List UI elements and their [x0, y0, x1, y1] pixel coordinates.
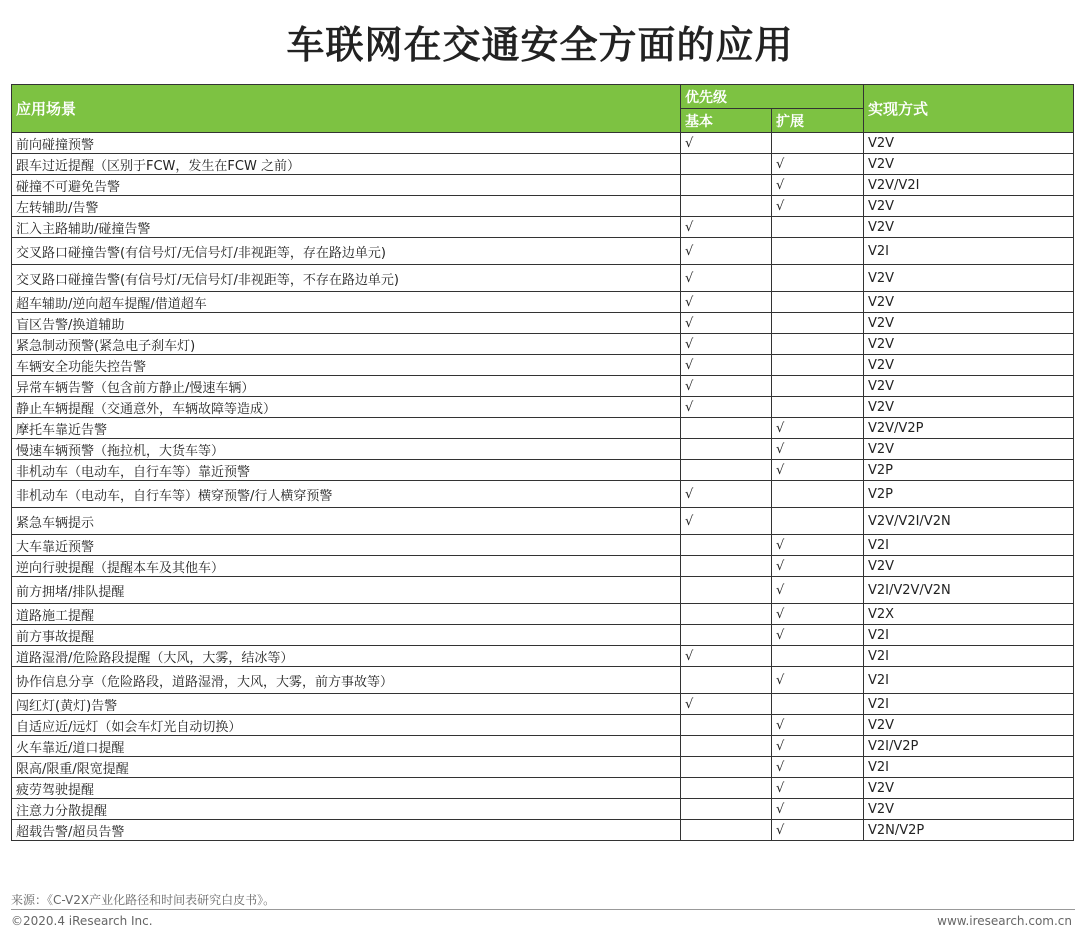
basic-cell [681, 667, 772, 694]
scenario-cell: 疲劳驾驶提醒 [12, 778, 681, 799]
scenario-cell: 非机动车（电动车，自行车等）靠近预警 [12, 460, 681, 481]
extended-cell [772, 694, 864, 715]
basic-cell [681, 535, 772, 556]
method-cell: V2I/V2V/V2N [864, 577, 1074, 604]
extended-cell: √ [772, 556, 864, 577]
method-cell: V2V [864, 799, 1074, 820]
extended-cell: √ [772, 154, 864, 175]
scenario-cell: 逆向行驶提醒（提醒本车及其他车） [12, 556, 681, 577]
extended-cell: √ [772, 604, 864, 625]
basic-cell [681, 820, 772, 841]
extended-cell: √ [772, 439, 864, 460]
basic-cell: √ [681, 355, 772, 376]
basic-cell [681, 556, 772, 577]
basic-cell [681, 418, 772, 439]
scenario-cell: 注意力分散提醒 [12, 799, 681, 820]
scenario-cell: 交叉路口碰撞告警(有信号灯/无信号灯/非视距等，存在路边单元) [12, 238, 681, 265]
method-cell: V2I [864, 646, 1074, 667]
table-row [12, 646, 1074, 667]
header-priority: 优先级 [681, 85, 864, 109]
scenario-cell: 汇入主路辅助/碰撞告警 [12, 217, 681, 238]
method-cell: V2V [864, 133, 1074, 154]
method-cell: V2V [864, 313, 1074, 334]
extended-cell: √ [772, 667, 864, 694]
table-row [12, 625, 1074, 646]
method-cell: V2V/V2I/V2N [864, 508, 1074, 535]
scenario-cell: 静止车辆提醒（交通意外，车辆故障等造成） [12, 397, 681, 418]
scenario-cell: 自适应近/远灯（如会车灯光自动切换） [12, 715, 681, 736]
extended-cell [772, 133, 864, 154]
scenario-cell: 非机动车（电动车，自行车等）横穿预警/行人横穿预警 [12, 481, 681, 508]
basic-cell [681, 715, 772, 736]
scenario-cell: 大车靠近预警 [12, 535, 681, 556]
page-title: 车联网在交通安全方面的应用 [286, 23, 794, 67]
extended-cell [772, 265, 864, 292]
basic-cell [681, 154, 772, 175]
extended-cell: √ [772, 778, 864, 799]
footer-divider [11, 909, 1075, 910]
scenario-cell: 前方拥堵/排队提醒 [12, 577, 681, 604]
table-row [12, 667, 1074, 694]
extended-cell [772, 313, 864, 334]
table-row [12, 265, 1074, 292]
scenario-cell: 交叉路口碰撞告警(有信号灯/无信号灯/非视距等，不存在路边单元) [12, 265, 681, 292]
table-row [12, 355, 1074, 376]
basic-cell: √ [681, 694, 772, 715]
extended-cell [772, 397, 864, 418]
table-row [12, 481, 1074, 508]
table-row [12, 535, 1074, 556]
extended-cell: √ [772, 799, 864, 820]
scenario-cell: 摩托车靠近告警 [12, 418, 681, 439]
extended-cell [772, 508, 864, 535]
method-cell: V2I [864, 757, 1074, 778]
method-cell: V2V [864, 376, 1074, 397]
header-method: 实现方式 [864, 85, 1074, 133]
extended-cell [772, 646, 864, 667]
basic-cell: √ [681, 397, 772, 418]
basic-cell: √ [681, 133, 772, 154]
extended-cell: √ [772, 715, 864, 736]
scenario-cell: 协作信息分享（危险路段，道路湿滑，大风，大雾，前方事故等） [12, 667, 681, 694]
scenario-cell: 火车靠近/道口提醒 [12, 736, 681, 757]
extended-cell: √ [772, 418, 864, 439]
scenario-cell: 前方事故提醒 [12, 625, 681, 646]
method-cell: V2V [864, 715, 1074, 736]
basic-cell [681, 460, 772, 481]
table-row [12, 196, 1074, 217]
extended-cell: √ [772, 736, 864, 757]
method-cell: V2P [864, 460, 1074, 481]
table-row [12, 133, 1074, 154]
extended-cell [772, 481, 864, 508]
basic-cell: √ [681, 238, 772, 265]
basic-cell: √ [681, 376, 772, 397]
scenario-cell: 前向碰撞预警 [12, 133, 681, 154]
extended-cell [772, 217, 864, 238]
basic-cell: √ [681, 265, 772, 292]
scenario-cell: 碰撞不可避免告警 [12, 175, 681, 196]
extended-cell: √ [772, 820, 864, 841]
scenario-cell: 盲区告警/换道辅助 [12, 313, 681, 334]
basic-cell: √ [681, 217, 772, 238]
table-row [12, 460, 1074, 481]
basic-cell: √ [681, 481, 772, 508]
table-row [12, 694, 1074, 715]
method-cell: V2V [864, 154, 1074, 175]
table-row [12, 217, 1074, 238]
method-cell: V2V [864, 292, 1074, 313]
table-row [12, 313, 1074, 334]
method-cell: V2I [864, 238, 1074, 265]
table-row [12, 397, 1074, 418]
basic-cell [681, 757, 772, 778]
method-cell: V2V [864, 196, 1074, 217]
extended-cell [772, 376, 864, 397]
method-cell: V2V/V2P [864, 418, 1074, 439]
scenario-cell: 异常车辆告警（包含前方静止/慢速车辆） [12, 376, 681, 397]
scenario-cell: 道路湿滑/危险路段提醒（大风，大雾，结冰等） [12, 646, 681, 667]
source-note: 来源：《C-V2X产业化路径和时间表研究白皮书》。 [11, 893, 276, 907]
basic-cell [681, 625, 772, 646]
scenario-cell: 紧急车辆提示 [12, 508, 681, 535]
table-row [12, 334, 1074, 355]
table-row [12, 292, 1074, 313]
basic-cell [681, 778, 772, 799]
method-cell: V2I [864, 625, 1074, 646]
method-cell: V2V [864, 355, 1074, 376]
method-cell: V2I [864, 535, 1074, 556]
scenario-cell: 左转辅助/告警 [12, 196, 681, 217]
table-row [12, 778, 1074, 799]
basic-cell [681, 577, 772, 604]
basic-cell: √ [681, 508, 772, 535]
table-row [12, 556, 1074, 577]
basic-cell: √ [681, 292, 772, 313]
extended-cell [772, 238, 864, 265]
extended-cell: √ [772, 535, 864, 556]
scenario-cell: 跟车过近提醒（区别于FCW，发生在FCW 之前） [12, 154, 681, 175]
basic-cell [681, 439, 772, 460]
website-url: www.iresearch.com.cn [937, 914, 1072, 928]
table-row [12, 154, 1074, 175]
method-cell: V2V [864, 397, 1074, 418]
copyright: ©2020.4 iResearch Inc. [11, 914, 153, 928]
method-cell: V2I [864, 667, 1074, 694]
basic-cell: √ [681, 334, 772, 355]
extended-cell: √ [772, 175, 864, 196]
basic-cell [681, 604, 772, 625]
table-row [12, 757, 1074, 778]
method-cell: V2V/V2I [864, 175, 1074, 196]
table-row [12, 577, 1074, 604]
method-cell: V2I/V2P [864, 736, 1074, 757]
basic-cell: √ [681, 646, 772, 667]
table-row [12, 736, 1074, 757]
basic-cell [681, 175, 772, 196]
table-row [12, 820, 1074, 841]
method-cell: V2N/V2P [864, 820, 1074, 841]
extended-cell [772, 334, 864, 355]
extended-cell [772, 292, 864, 313]
extended-cell: √ [772, 577, 864, 604]
scenario-cell: 紧急制动预警(紧急电子刹车灯) [12, 334, 681, 355]
table-row [12, 418, 1074, 439]
header-extended: 扩展 [772, 109, 864, 133]
extended-cell: √ [772, 460, 864, 481]
table-body [12, 133, 1074, 841]
basic-cell [681, 196, 772, 217]
extended-cell: √ [772, 625, 864, 646]
table-row [12, 238, 1074, 265]
basic-cell: √ [681, 313, 772, 334]
table-row [12, 376, 1074, 397]
method-cell: V2V [864, 265, 1074, 292]
scenario-cell: 超车辅助/逆向超车提醒/借道超车 [12, 292, 681, 313]
applications-table [11, 84, 1074, 841]
method-cell: V2X [864, 604, 1074, 625]
method-cell: V2P [864, 481, 1074, 508]
scenario-cell: 超载告警/超员告警 [12, 820, 681, 841]
table-row [12, 715, 1074, 736]
method-cell: V2I [864, 694, 1074, 715]
extended-cell: √ [772, 757, 864, 778]
scenario-cell: 车辆安全功能失控告警 [12, 355, 681, 376]
header-scenario: 应用场景 [12, 85, 681, 133]
table-row [12, 799, 1074, 820]
scenario-cell: 闯红灯(黄灯)告警 [12, 694, 681, 715]
header-basic: 基本 [681, 109, 772, 133]
scenario-cell: 慢速车辆预警（拖拉机，大货车等） [12, 439, 681, 460]
table-row [12, 439, 1074, 460]
method-cell: V2V [864, 334, 1074, 355]
table-row [12, 175, 1074, 196]
method-cell: V2V [864, 778, 1074, 799]
scenario-cell: 限高/限重/限宽提醒 [12, 757, 681, 778]
table-row [12, 508, 1074, 535]
extended-cell: √ [772, 196, 864, 217]
method-cell: V2V [864, 439, 1074, 460]
method-cell: V2V [864, 217, 1074, 238]
method-cell: V2V [864, 556, 1074, 577]
extended-cell [772, 355, 864, 376]
basic-cell [681, 736, 772, 757]
scenario-cell: 道路施工提醒 [12, 604, 681, 625]
basic-cell [681, 799, 772, 820]
table-row [12, 604, 1074, 625]
